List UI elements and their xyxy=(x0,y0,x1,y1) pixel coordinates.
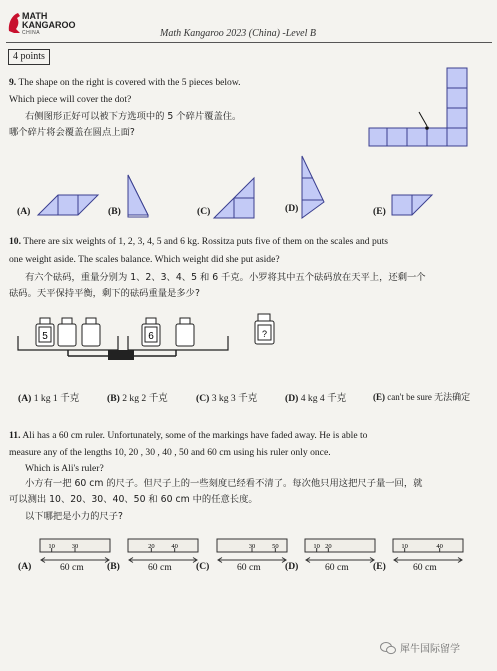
q10-answer-c[interactable]: (C) 3 kg 3 千克 xyxy=(196,393,258,404)
q10-aside-weight xyxy=(253,312,277,346)
ruler-length-label: 60 cm xyxy=(237,562,261,573)
q9-option-e-label[interactable]: (E) xyxy=(373,206,386,217)
q10-en-2: one weight aside. The scales balance. Which weight did she put aside? xyxy=(9,254,280,265)
q9-zh-2: 哪个碎片将会覆盖在圆点上面? xyxy=(9,127,135,138)
ruler-mark-label: 10 xyxy=(48,543,55,550)
q9-piece-c[interactable] xyxy=(212,174,256,220)
weight-label-right: 6 xyxy=(148,331,154,342)
q11-line1 xyxy=(9,429,367,442)
q9-line1 xyxy=(9,76,241,89)
ruler-mark-label: 40 xyxy=(436,543,443,550)
target-cell xyxy=(447,68,467,88)
q10-zh-1: 有六个砝码，重量分别为 1、2、3、4、5 和 6 千克。小罗将其中五个砝码放在天平上，还剩一个 xyxy=(25,272,426,283)
target-cell xyxy=(369,128,387,146)
ruler-mark-label: 10 xyxy=(401,543,408,550)
q9-option-a-label[interactable]: (A) xyxy=(17,206,31,217)
ruler-body xyxy=(128,539,198,552)
ruler-length-label: 60 cm xyxy=(148,562,172,573)
q11-option-label[interactable]: (C) xyxy=(196,561,210,572)
watermark xyxy=(380,640,460,655)
q9-en-2: Which piece will cover the dot? xyxy=(9,94,132,105)
q11-zh-1: 小方有一把 60 cm 的尺子。但尺子上的一些刻度已经看不清了。每次他只用这把尺子量一回，就 xyxy=(25,478,423,489)
q9-option-b-label[interactable]: (B) xyxy=(108,206,121,217)
q11-en-2: measure any of the lengths 10, 20 , 30 , 40 , 50 and 60 cm using his ruler only once. xyxy=(9,447,331,458)
q10-balance-scale xyxy=(16,310,231,364)
q9-piece-b[interactable] xyxy=(124,173,152,219)
weight-label-left: 5 xyxy=(42,331,48,342)
kangaroo-logo xyxy=(6,9,76,35)
q9-option-c-label[interactable]: (C) xyxy=(197,206,211,217)
balance-fulcrum xyxy=(108,350,134,360)
q11-en-1: Ali has a 60 cm ruler. Unfortunately, some of the markings have faded away. He is able to xyxy=(22,430,368,441)
q9-piece-e[interactable] xyxy=(390,191,436,217)
weight-label-aside: ? xyxy=(261,329,268,339)
q11-zh-2: 可以测出 10、20、30、40、50 和 60 cm 中的任意长度。 xyxy=(9,494,258,505)
ruler-mark-label: 20 xyxy=(148,543,155,550)
header-rule xyxy=(6,42,492,43)
q10-number: 10. xyxy=(9,236,21,247)
q9-piece-d[interactable] xyxy=(298,154,328,220)
target-cell xyxy=(447,128,467,146)
q9-option-d-label[interactable]: (D) xyxy=(285,203,299,214)
q10-line1 xyxy=(9,235,388,248)
q11-zh-3: 以下哪把是小力的尺子? xyxy=(25,511,123,522)
target-dot xyxy=(425,126,429,130)
target-cell xyxy=(387,128,407,146)
q9-en-1: The shape on the right is covered with the 5 pieces below. xyxy=(18,77,241,88)
target-cell xyxy=(447,88,467,108)
wechat-icon xyxy=(380,641,396,655)
q9-zh-1: 右侧图形正好可以被下方选项中的 5 个碎片覆盖住。 xyxy=(25,111,242,122)
logo-text-kangaroo: KANGAROO xyxy=(22,20,76,30)
logo-text-china: CHINA xyxy=(22,30,41,36)
q9-target-shape xyxy=(365,66,475,148)
target-cell xyxy=(427,128,447,146)
q10-zh-2: 砝码。天平保持平衡，剩下的砝码重量是多少? xyxy=(9,288,200,299)
q11-option-label[interactable]: (A) xyxy=(18,561,32,572)
ruler-length-label: 60 cm xyxy=(325,562,349,573)
ruler-mark-label: 30 xyxy=(71,543,79,550)
q10-en-1: There are six weights of 1, 2, 3, 4, 5 and 6 kg. Rossitza puts five of them on the scales and puts xyxy=(23,236,388,247)
target-cell xyxy=(447,108,467,128)
pointer-arrow-icon xyxy=(419,112,427,126)
q10-answer-e[interactable]: (E) can't be sure 无法确定 xyxy=(373,392,471,402)
q10-answer-d[interactable]: (D) 4 kg 4 千克 xyxy=(285,393,347,404)
q11-number: 11. xyxy=(9,430,21,441)
points-badge: 4 points xyxy=(8,49,50,65)
logo-text-math: MATH xyxy=(22,11,48,21)
target-cell xyxy=(407,128,427,146)
q10-answer-b[interactable]: (B) 2 kg 2 千克 xyxy=(107,393,168,404)
q11-option-label[interactable]: (E) xyxy=(373,561,386,572)
q11-en-3: Which is Ali's ruler? xyxy=(25,463,104,474)
ruler-mark-label: 50 xyxy=(272,543,279,550)
ruler-mark-label: 40 xyxy=(171,543,178,550)
ruler-length-label: 60 cm xyxy=(413,562,437,573)
ruler-mark-label: 30 xyxy=(248,543,256,550)
q10-answer-a[interactable]: (A) 1 kg 1 千克 xyxy=(18,393,80,404)
q11-option-label[interactable]: (D) xyxy=(285,561,299,572)
q11-option-label[interactable]: (B) xyxy=(107,561,120,572)
ruler-mark-label: 10 xyxy=(313,543,320,550)
page-header-title: Math Kangaroo 2023 (China) -Level B xyxy=(160,28,317,39)
ruler-mark-label: 20 xyxy=(325,543,332,550)
q9-piece-a[interactable] xyxy=(36,191,100,217)
ruler-length-label: 60 cm xyxy=(60,562,84,573)
watermark-text: 犀牛国际留学 xyxy=(400,644,460,655)
q9-number: 9. xyxy=(9,77,17,88)
